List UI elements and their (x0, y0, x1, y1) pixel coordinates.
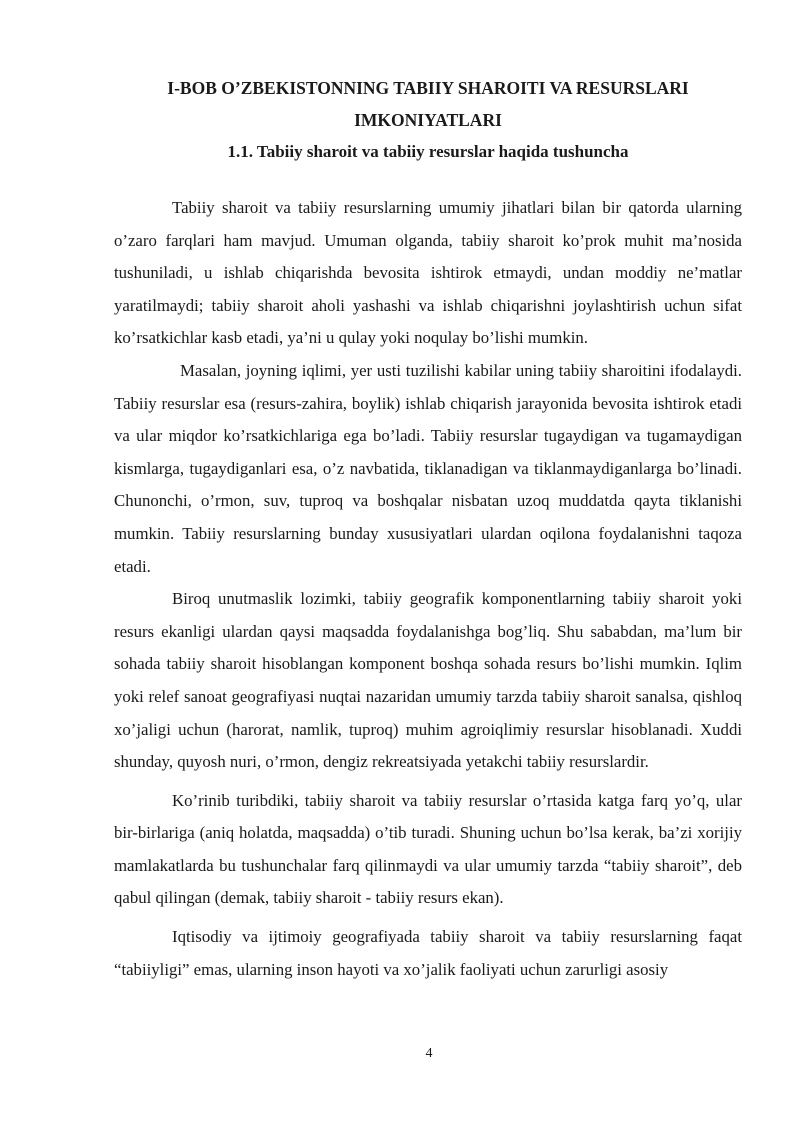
paragraph-4: Ko’rinib turibdiki, tabiiy sharoit va tabiiy resurslar o’rtasida katga farq yo’q, ular bir-birlariga (aniq holatda, maqsadda) o’tib turadi. Shuning uchun bo’lsa kerak, ba’zi xorijiy mamlakatlarda bu tushunchalar farq qilinmaydi va ular umumiy tarzda “tabiiy sharoit”, deb qabul qilingan (demak, tabiiy sharoit - tabiiy resurs ekan). (114, 790, 742, 908)
document-page (114, 72, 742, 986)
paragraph-3: Biroq unutmaslik lozimki, tabiiy geografik komponentlarning tabiiy sharoit yoki resurs ekanligi ulardan qaysi maqsadda foydalanishga bog’liq. Shu sababdan, ma’lum bir sohada tabiiy sharoit hisoblangan komponent boshqa sohada resurs bo’lishi mumkin. Iqlim yoki relef sanoat geografiyasi nuqtai nazaridan umumiy tarzda tabiiy sharoit sanalsa, qishloq xo’jaligi uchun (harorat, namlik, tuproq) muhim agroiqlimiy resurslar hisoblanadi. Xuddi shunday, quyosh nuri, o’rmon, dengiz rekreatsiyada yetakchi tabiiy resurslardir. (114, 589, 742, 772)
paragraph-1: Tabiiy sharoit va tabiiy resurslarning umumiy jihatlari bilan bir qatorda ularning o’zaro farqlari ham mavjud. Umuman olganda, tabiiy sharoit ko’prok muhit ma’nosida tushuniladi, u ishlab chiqarishda bevosita ishtirok etmaydi, undan moddiy ne’matlar yaratilmaydi; tabiiy sharoit aholi yashashi va ishlab chiqarishni joylashtirish uchun sifat ko’rsatkichlar kasb etadi, ya’ni u qulay yoki noqulay bo’lishi mumkin. (114, 198, 742, 348)
paragraph-2: Masalan, joyning iqlimi, yer usti tuzilishi kabilar uning tabiiy sharoitini ifodalaydi. Tabiiy resurslar esa (resurs-zahira, boylik) ishlab chiqarish jarayonida bevosita ishtirok etadi va ular miqdor ko’rsatkichlariga ega bo’ladi. Tabiiy resurslar tugaydigan va tugamaydigan kismlarga, tugaydiganlari esa, o’z navbatida, tiklanadigan va tiklanmaydiganlarga bo’linadi. Chunonchi, o’rmon, suv, tuproq va boshqalar nisbatan uzoq muddatda qayta tiklanishi mumkin. Tabiiy resurslarning bunday xususiyatlari ulardan oqilona foydalanishni taqoza etadi. (114, 360, 742, 576)
chapter-title: I-BOB O’ZBEKISTONNING TABIIY SHAROITI VA RESURSLARI IMKONIYATLARI (167, 78, 689, 130)
paragraph-5: Iqtisodiy va ijtimoiy geografiyada tabiiy sharoit va tabiiy resurslarning faqat “tabiiyligi” emas, ularning inson hayoti va xo’jalik faoliyati uchun zarurligi asosiy (114, 927, 742, 979)
page-number: 4 (425, 1046, 433, 1061)
section-title: 1.1. Tabiiy sharoit va tabiiy resurslar haqida tushuncha (227, 142, 629, 161)
